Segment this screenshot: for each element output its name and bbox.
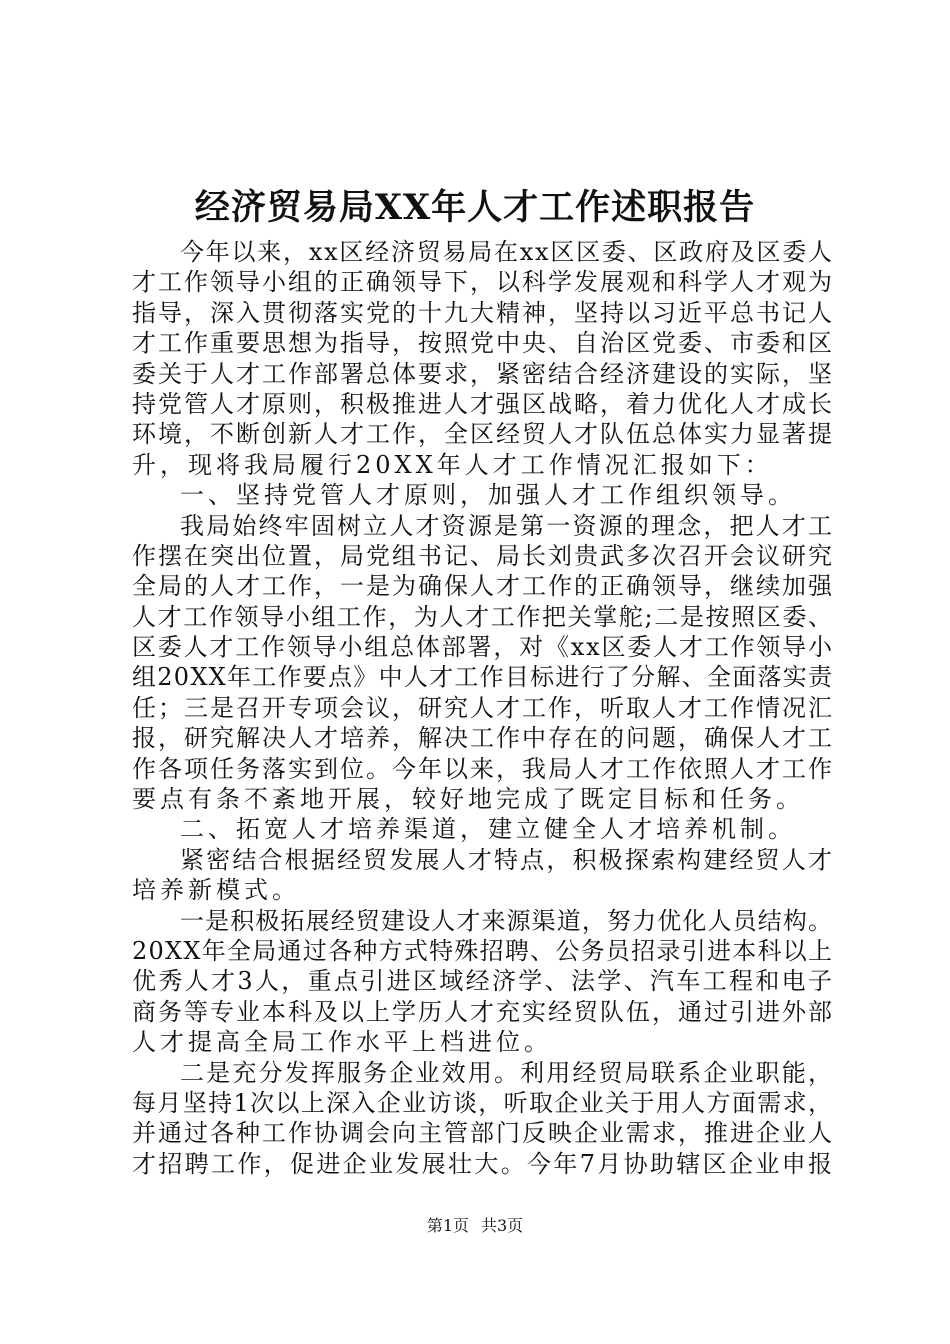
text-line: 区委人才工作领导小组总体部署，对《xx区委人才工作领导小 <box>132 633 834 662</box>
text-line: 二是充分发挥服务企业效用。利用经贸局联系企业职能， <box>180 1058 835 1087</box>
text-line: 委关于人才工作部署总体要求，紧密结合经济建设的实际，坚 <box>132 359 834 388</box>
page-number: 第1页 <box>426 1216 469 1235</box>
text-line: 人才工作领导小组工作，为人才工作把关掌舵;二是按照区委、 <box>132 602 834 631</box>
text-line: 持党管人才原则，积极推进人才强区战略，着力优化人才成长 <box>132 389 834 418</box>
text-line: 一、坚持党管人才原则，加强人才工作组织领导。 <box>180 481 796 510</box>
text-line: 才工作重要思想为指导，按照党中央、自治区党委、市委和区 <box>132 329 834 358</box>
text-line: 人才提高全局工作水平上档进位。 <box>132 1028 552 1057</box>
text-line: 优秀人才3人，重点引进区域经济学、法学、汽车工程和电子 <box>132 967 835 996</box>
text-line: 才工作领导小组的正确领导下，以科学发展观和科学人才观为 <box>132 268 834 297</box>
text-line: 要点有条不紊地开展，较好地完成了既定目标和任务。 <box>132 785 804 814</box>
text-line: 紧密结合根据经贸发展人才特点，积极探索构建经贸人才 <box>180 845 835 874</box>
text-line: 今年以来，xx区经济贸易局在xx区区委、区政府及区委人 <box>180 238 834 266</box>
text-line: 环境，不断创新人才工作，全区经贸人才队伍总体实力显著提 <box>132 420 834 449</box>
text-line: 报，研究解决人才培养，解决工作中存在的问题，确保人才工 <box>132 724 834 753</box>
text-line: 我局始终牢固树立人才资源是第一资源的理念，把人才工 <box>180 511 835 540</box>
text-line: 作摆在突出位置，局党组书记、局长刘贵武多次召开会议研究 <box>132 541 834 570</box>
text-line: 组20XX年工作要点》中人才工作目标进行了分解、全面落实责 <box>132 663 834 692</box>
page-footer <box>0 1216 950 1236</box>
text-line: 培养新模式。 <box>132 876 300 905</box>
document-body <box>132 237 835 1179</box>
text-line: 全局的人才工作，一是为确保人才工作的正确领导，继续加强 <box>132 572 834 601</box>
text-line: 20XX年全局通过各种方式特殊招聘、公务员招录引进本科以上 <box>132 936 834 965</box>
text-line: 商务等专业本科及以上学历人才充实经贸队伍，通过引进外部 <box>132 997 834 1026</box>
text-line: 并通过各种工作协调会向主管部门反映企业需求，推进企业人 <box>132 1119 834 1148</box>
page-total: 共3页 <box>481 1216 524 1235</box>
text-line: 升，现将我局履行20XX年人才工作情况汇报如下： <box>132 450 773 479</box>
text-line: 任；三是召开专项会议，研究人才工作，听取人才工作情况汇 <box>132 693 834 722</box>
text-line: 作各项任务落实到位。今年以来，我局人才工作依照人才工作 <box>132 754 834 783</box>
text-line: 二、拓宽人才培养渠道，建立健全人才培养机制。 <box>180 815 796 844</box>
document-title: 经济贸易局XX年人才工作述职报告 <box>194 187 756 228</box>
text-line: 一是积极拓展经贸建设人才来源渠道，努力优化人员结构。 <box>180 906 834 935</box>
text-line: 指导，深入贯彻落实党的十九大精神，坚持以习近平总书记人 <box>132 298 834 327</box>
text-line: 每月坚持1次以上深入企业访谈，听取企业关于用人方面需求， <box>132 1088 834 1117</box>
text-line: 才招聘工作，促进企业发展壮大。今年7月协助辖区企业申报 <box>132 1149 835 1178</box>
